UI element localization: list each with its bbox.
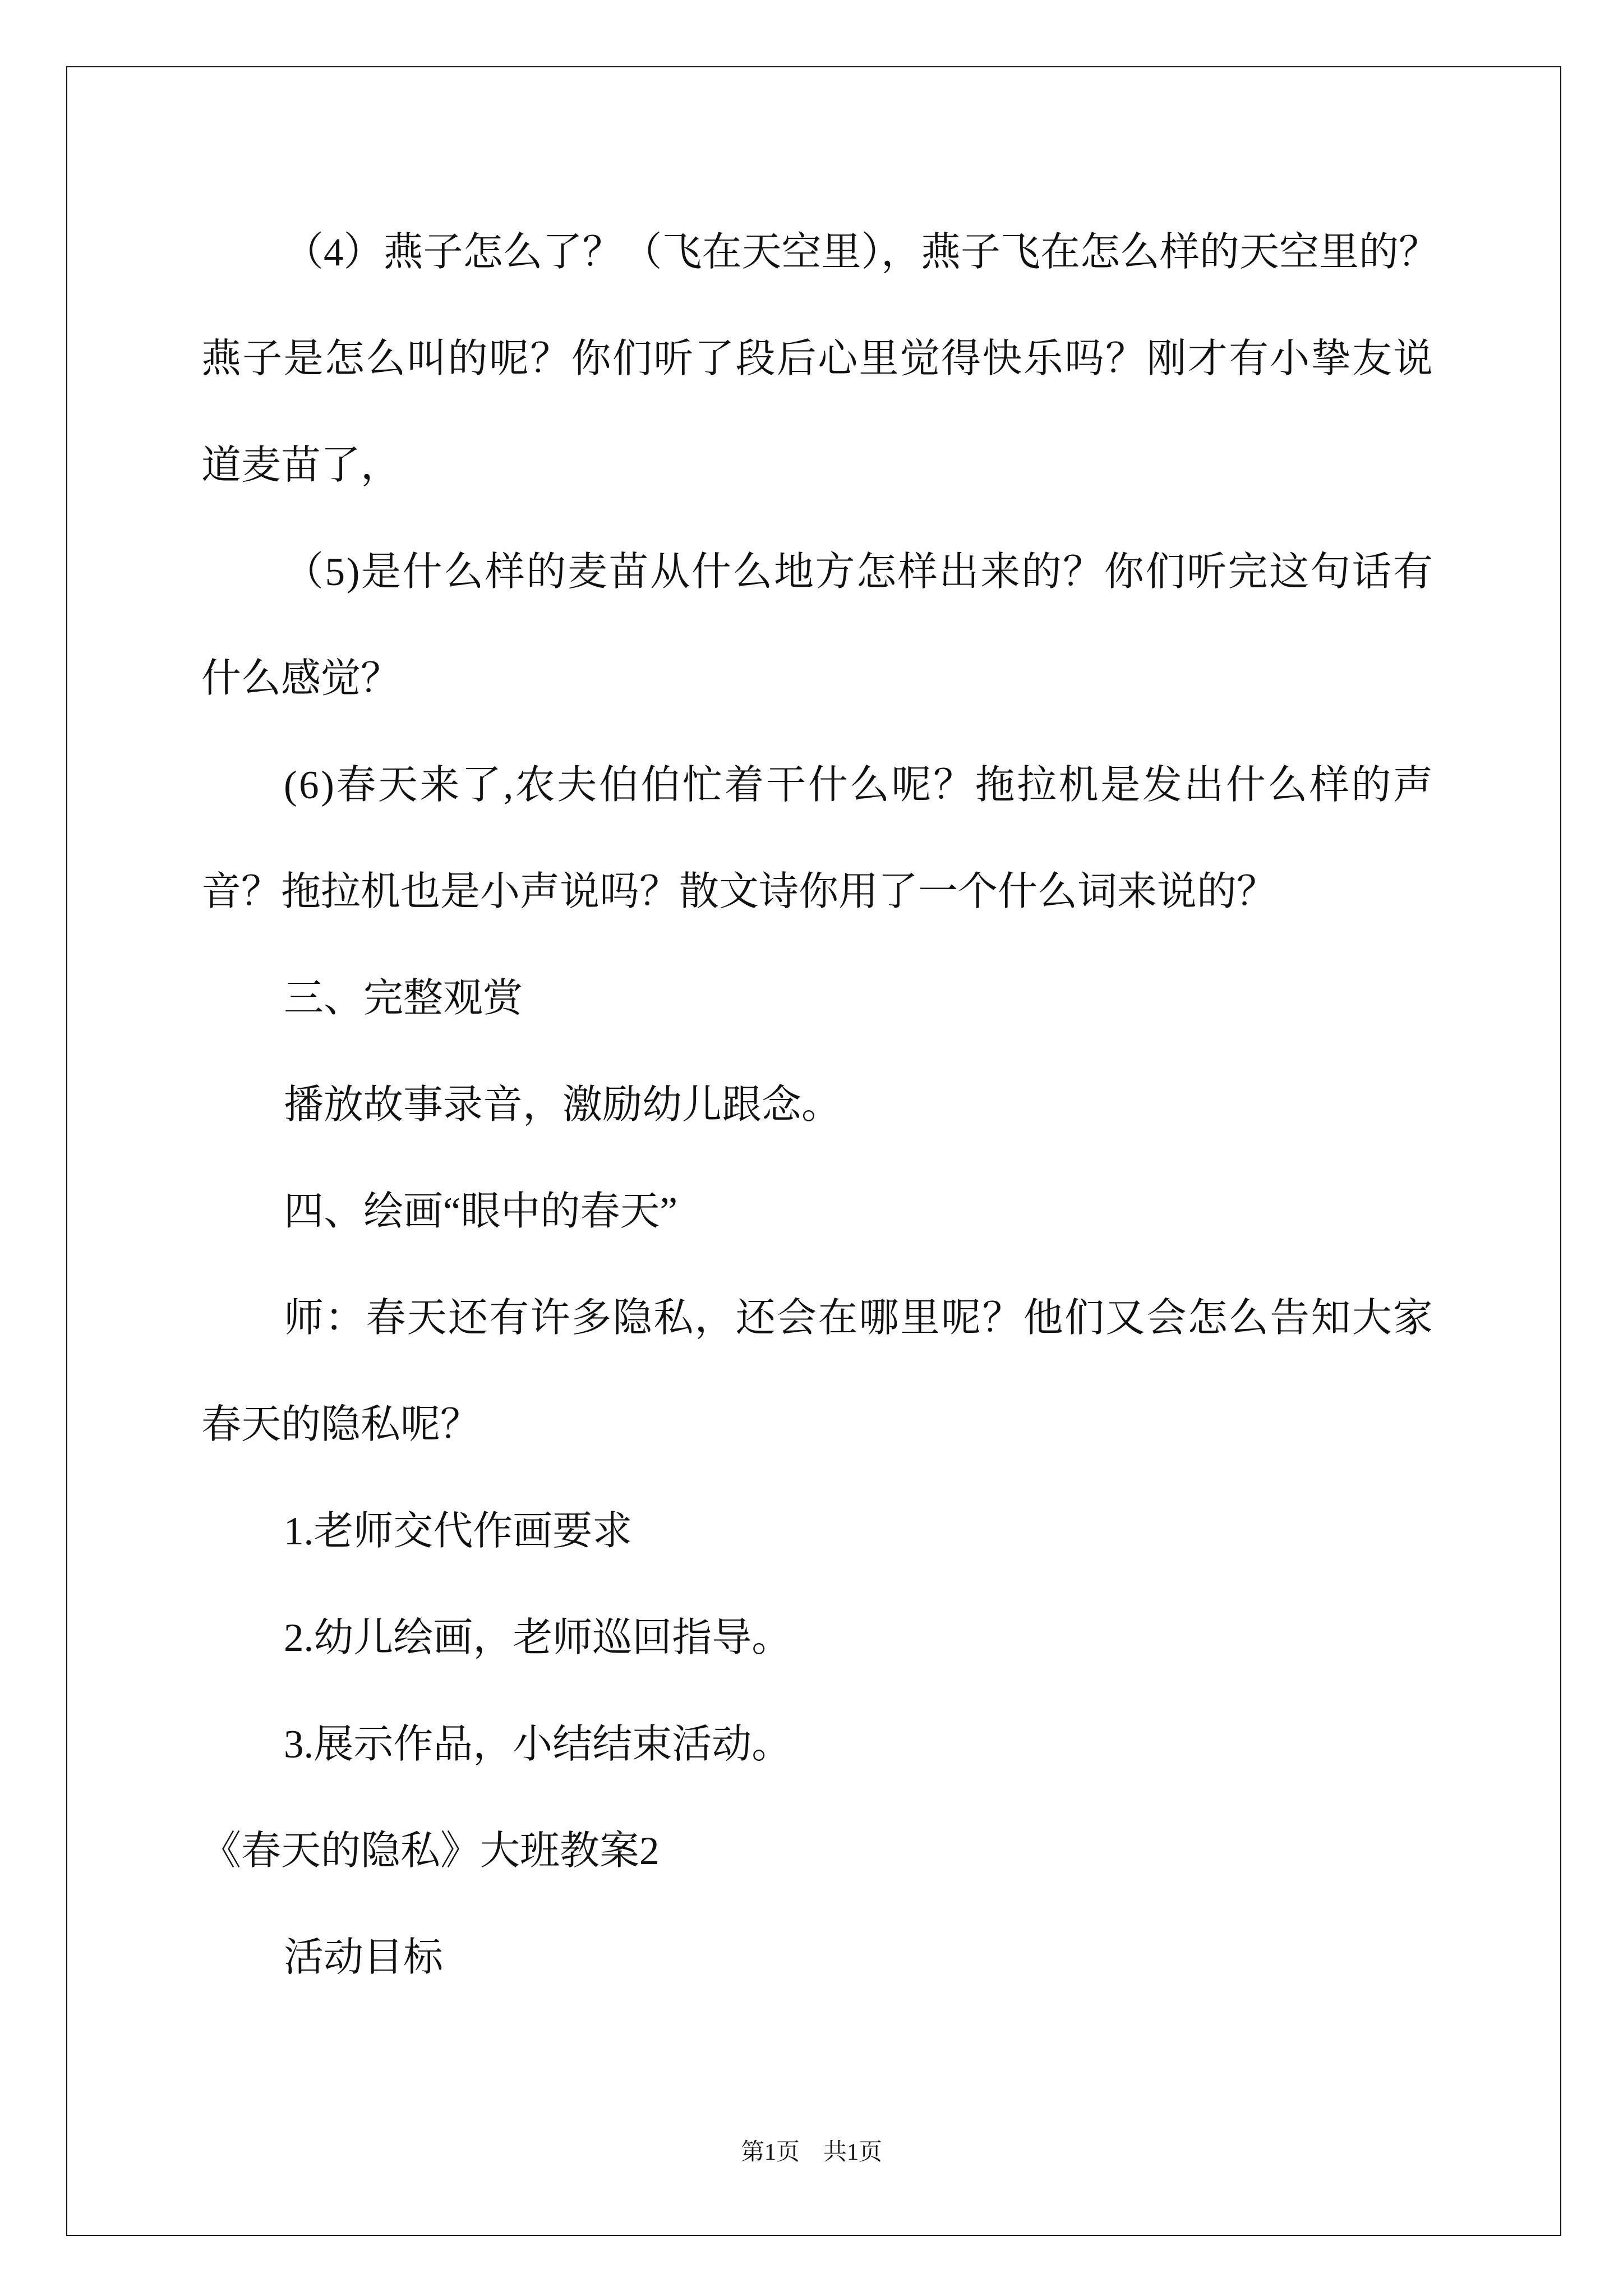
paragraph-line: 播放故事录音，激励幼儿跟念。 [284, 1083, 842, 1127]
paragraph-line: 师：春天还有许多隐私，还会在哪里呢？他们又会怎么告知大家 [284, 1296, 1435, 1340]
list-item [201, 1478, 1433, 1585]
list-item-text: 3.展示作品，小结结束活动。 [284, 1723, 792, 1766]
paragraph [201, 732, 1433, 945]
paragraph-line: 什么感觉？ [201, 657, 401, 701]
paragraph-line: 道麦苗了， [201, 444, 401, 487]
paragraph [201, 519, 1433, 732]
page-footer: 第1页 共1页 [740, 2139, 882, 2165]
paragraph [201, 199, 1439, 519]
paragraph-line: （4）燕子怎么了？（飞在天空里），燕子飞在怎么样的天空里的？ [284, 231, 1439, 274]
paragraph [201, 1265, 1433, 1478]
section-heading-text: 活动目标 [284, 1936, 444, 1980]
section-heading-text: 三、完整观赏 [284, 977, 523, 1020]
paragraph [201, 1052, 1433, 1158]
paragraph-line: 春天的隐私呢？ [201, 1403, 481, 1447]
paragraph-line: (6)春天来了,农夫伯伯忙着干什么呢？拖拉机是发出什么样的声 [284, 763, 1435, 807]
section-heading-text: 四、绘画“眼中的春天” [284, 1190, 678, 1234]
paragraph-line: 音？拖拉机也是小声说吗？散文诗你用了一个什么词来说的？ [201, 870, 1277, 914]
document-body [201, 199, 1439, 2011]
section-heading [201, 1158, 1433, 1265]
lesson-title-text: 《春天的隐私》大班教案2 [201, 1829, 660, 1873]
list-item [201, 1585, 1433, 1691]
lesson-title [201, 1798, 1433, 1904]
paragraph-line: （5)是什么样的麦苗从什么地方怎样出来的？你们听完这句话有 [284, 550, 1435, 594]
list-item [201, 1691, 1433, 1798]
section-heading [201, 1904, 1433, 2011]
list-item-text: 2.幼儿绘画，老师巡回指导。 [284, 1616, 792, 1660]
paragraph-line: 燕子是怎么叫的呢？你们听了段后心里觉得快乐吗？刚才有小挚友说 [201, 337, 1435, 381]
list-item-text: 1.老师交代作画要求 [284, 1510, 633, 1553]
section-heading [201, 945, 1433, 1052]
